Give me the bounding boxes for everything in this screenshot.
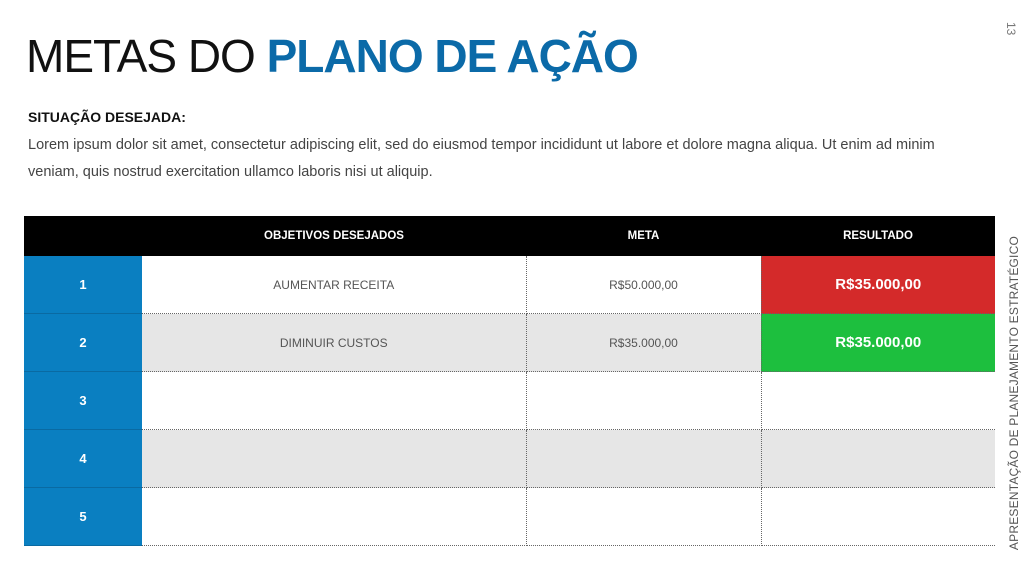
header-objective: OBJETIVOS DESEJADOS (142, 216, 526, 256)
situation-heading: SITUAÇÃO DESEJADA: (28, 109, 186, 125)
row-number: 5 (24, 488, 142, 546)
row-objective (142, 372, 526, 430)
row-result (761, 488, 995, 546)
row-number: 4 (24, 430, 142, 488)
row-result (761, 372, 995, 430)
row-goal: R$35.000,00 (526, 314, 761, 372)
table-row (24, 256, 995, 314)
row-objective (142, 430, 526, 488)
situation-text: Lorem ipsum dolor sit amet, consectetur adipiscing elit, sed do eiusmod tempor incididunt ut labore et dolore magna aliqua. Ut enim ad minim veniam, quis nostrud exercitation ullamco laboris nisi ut aliquip. (28, 137, 935, 180)
header-result: RESULTADO (761, 216, 995, 256)
row-goal (526, 430, 761, 488)
side-caption: APRESENTAÇÃO DE PLANEJAMENTO ESTRATÉGICO (1007, 235, 1021, 550)
table-row (24, 372, 995, 430)
goals-table (24, 216, 995, 546)
slide-number: 13 (1004, 22, 1018, 36)
row-result: R$35.000,00 (761, 314, 995, 372)
row-goal (526, 372, 761, 430)
table-row (24, 314, 995, 372)
title-bold: PLANO DE AÇÃO (266, 30, 638, 82)
table-row (24, 430, 995, 488)
header-goal: META (526, 216, 761, 256)
table-row (24, 488, 995, 546)
row-number: 2 (24, 314, 142, 372)
header-num (24, 216, 142, 256)
row-result (761, 430, 995, 488)
row-goal: R$50.000,00 (526, 256, 761, 314)
row-number: 1 (24, 256, 142, 314)
title-light: METAS DO (26, 30, 255, 82)
row-result: R$35.000,00 (761, 256, 995, 314)
row-objective: AUMENTAR RECEITA (142, 256, 526, 314)
row-goal (526, 488, 761, 546)
row-number: 3 (24, 372, 142, 430)
row-objective: DIMINUIR CUSTOS (142, 314, 526, 372)
slide-title (26, 26, 638, 86)
row-objective (142, 488, 526, 546)
table-header-row (24, 216, 995, 256)
